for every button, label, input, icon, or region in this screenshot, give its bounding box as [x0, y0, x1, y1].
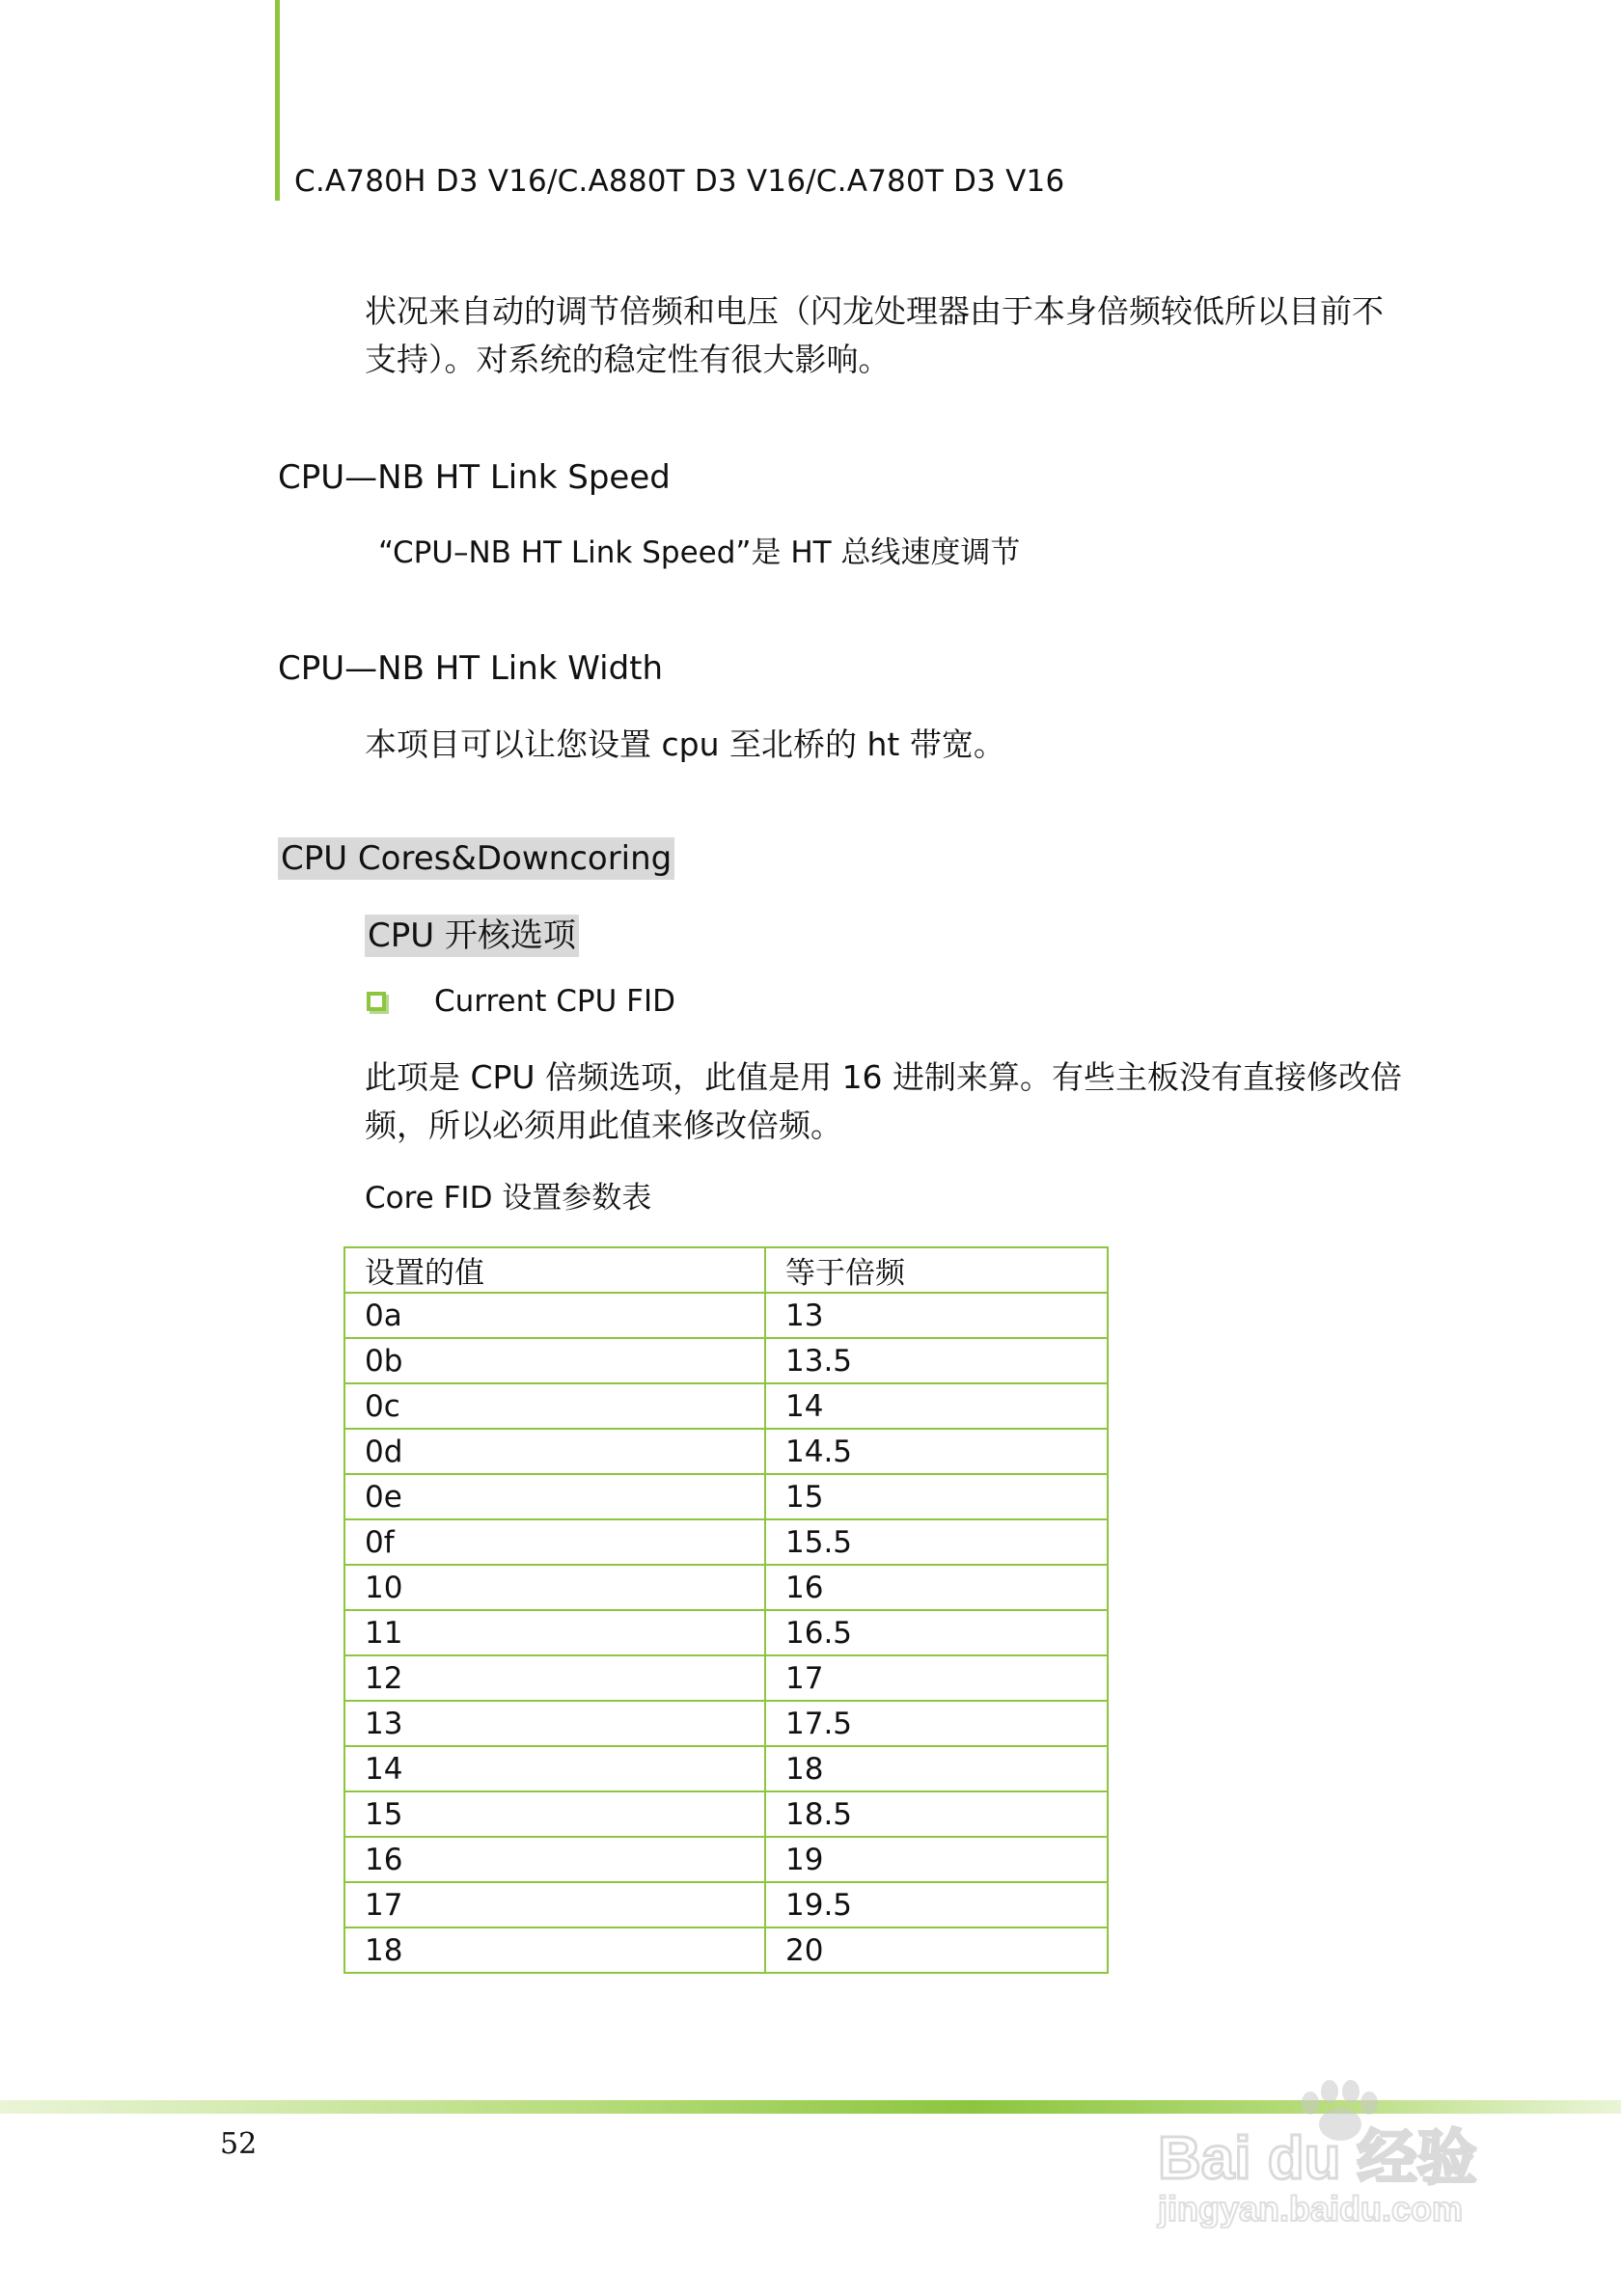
section-title-link-speed: CPU—NB HT Link Speed: [278, 458, 671, 497]
table-row: [344, 1474, 1108, 1519]
multiplier-cell: 18: [765, 1746, 1108, 1791]
intro-paragraph: [365, 287, 1426, 384]
multiplier-cell: 17.5: [765, 1701, 1108, 1746]
multiplier-cell: 19: [765, 1837, 1108, 1882]
table-row: [344, 1837, 1108, 1882]
section-title-cpu-cores: [278, 839, 674, 878]
fid-setting-cell: 13: [344, 1701, 765, 1746]
multiplier-cell: 20: [765, 1927, 1108, 1973]
intro-line-2: 支持）。对系统的稳定性有很大影响。: [365, 341, 891, 378]
baidu-watermark-logo: [1148, 2055, 1534, 2228]
multiplier-cell: 13: [765, 1293, 1108, 1338]
link-speed-description: “CPU–NB HT Link Speed”是 HT 总线速度调节: [378, 535, 1021, 570]
multiplier-cell: 13.5: [765, 1338, 1108, 1383]
fid-setting-cell: 12: [344, 1655, 765, 1701]
cpu-fid-line-2: 频，所以必须用此值来修改倍频。: [365, 1107, 842, 1144]
table-row: [344, 1383, 1108, 1429]
page-number: 52: [220, 2127, 258, 2161]
table-row: [344, 1338, 1108, 1383]
watermark-brand-text: Bai du 经验: [1158, 2125, 1477, 2192]
fid-setting-cell: 18: [344, 1927, 765, 1973]
header-accent-bar: [275, 0, 280, 201]
multiplier-cell: 16.5: [765, 1610, 1108, 1655]
fid-setting-cell: 0f: [344, 1519, 765, 1565]
fid-setting-cell: 17: [344, 1882, 765, 1927]
table-header-cell: 等于倍频: [765, 1247, 1108, 1293]
table-row: [344, 1746, 1108, 1791]
section-title-cpu-cores-text: CPU Cores&Downcoring: [278, 837, 674, 880]
core-fid-table-body: [344, 1247, 1108, 1973]
watermark-url-text: jingyan.baidu.com: [1158, 2189, 1464, 2228]
multiplier-cell: 15.5: [765, 1519, 1108, 1565]
intro-line-1: 状况来自动的调节倍频和电压（闪龙处理器由于本身倍频较低所以目前不: [365, 292, 1384, 330]
table-row: [344, 1610, 1108, 1655]
core-fid-table: [343, 1246, 1109, 1974]
cpu-fid-description: [365, 1053, 1426, 1150]
fid-setting-cell: 10: [344, 1565, 765, 1610]
fid-setting-cell: 11: [344, 1610, 765, 1655]
multiplier-cell: 14: [765, 1383, 1108, 1429]
multiplier-cell: 19.5: [765, 1882, 1108, 1927]
section-subtitle-cpu-cores: [365, 912, 1426, 960]
fid-setting-cell: 14: [344, 1746, 765, 1791]
section-title-link-width: CPU—NB HT Link Width: [278, 649, 664, 688]
fid-setting-cell: 0b: [344, 1338, 765, 1383]
table-row: [344, 1927, 1108, 1973]
link-width-description: 本项目可以让您设置 cpu 至北桥的 ht 带宽。: [365, 725, 1005, 763]
checkbox-bullet-icon: [367, 992, 386, 1011]
multiplier-cell: 15: [765, 1474, 1108, 1519]
multiplier-cell: 16: [765, 1565, 1108, 1610]
table-row: [344, 1882, 1108, 1927]
page-header-title: C.A780H D3 V16/C.A880T D3 V16/C.A780T D3 V16: [294, 164, 1065, 199]
cpu-fid-line-1: 此项是 CPU 倍频选项，此值是用 16 进制来算。有些主板没有直接修改倍: [365, 1058, 1403, 1096]
table-row: [344, 1519, 1108, 1565]
table-row: [344, 1429, 1108, 1474]
bullet-current-cpu-fid: Current CPU FID: [434, 984, 676, 1019]
table-row: [344, 1655, 1108, 1701]
fid-setting-cell: 0a: [344, 1293, 765, 1338]
table-row: [344, 1565, 1108, 1610]
table-header-row: [344, 1247, 1108, 1293]
fid-setting-cell: 15: [344, 1791, 765, 1837]
fid-setting-cell: 0e: [344, 1474, 765, 1519]
fid-setting-cell: 16: [344, 1837, 765, 1882]
multiplier-cell: 18.5: [765, 1791, 1108, 1837]
table-header-cell: 设置的值: [344, 1247, 765, 1293]
table-row: [344, 1701, 1108, 1746]
section-subtitle-text: CPU 开核选项: [365, 915, 579, 957]
table-row: [344, 1791, 1108, 1837]
fid-setting-cell: 0c: [344, 1383, 765, 1429]
multiplier-cell: 17: [765, 1655, 1108, 1701]
multiplier-cell: 14.5: [765, 1429, 1108, 1474]
table-caption: Core FID 设置参数表: [365, 1181, 652, 1216]
fid-setting-cell: 0d: [344, 1429, 765, 1474]
table-row: [344, 1293, 1108, 1338]
